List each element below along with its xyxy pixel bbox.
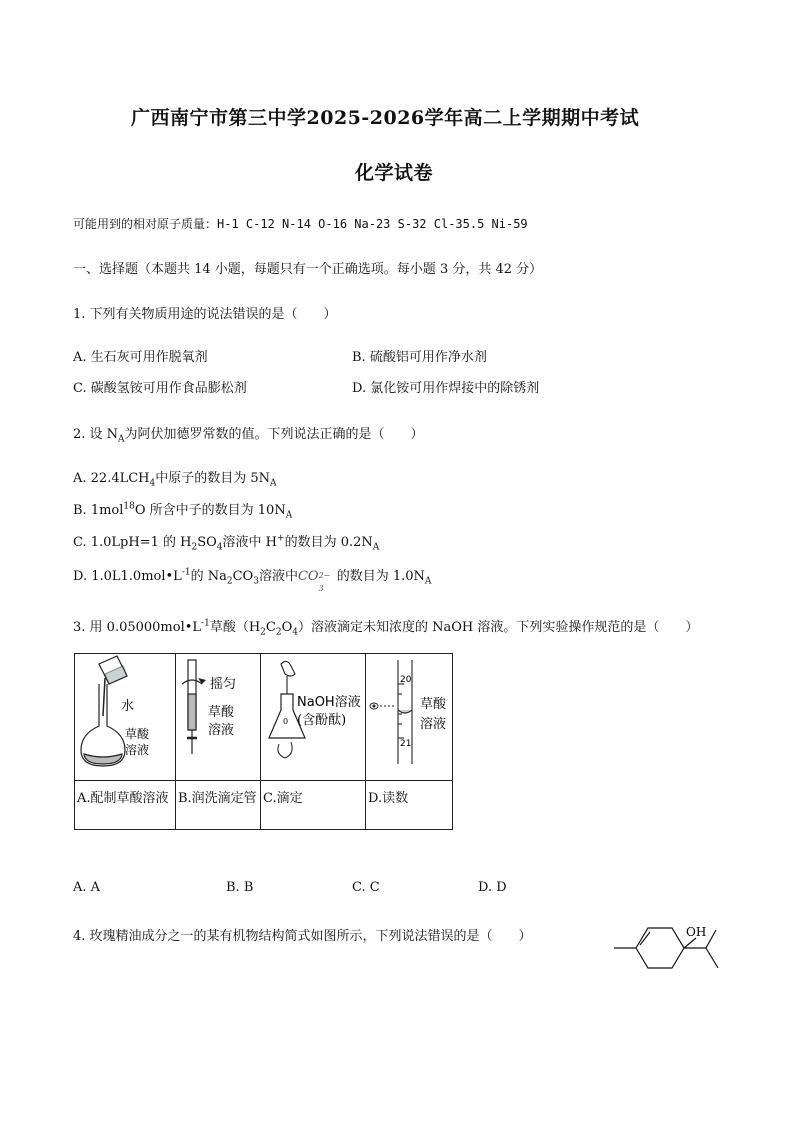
terpineol-structure (610, 918, 730, 978)
burette-rinse-diagram (176, 654, 260, 780)
hand-icon (281, 661, 295, 694)
label-naoh: NaOH溶液 (297, 695, 361, 710)
label-water: 水 (121, 699, 135, 714)
q2-option-c: C. 1.0LpH=1 的 $H_2SO_4$溶液中 H+的数目为 $0.2N_A$ (73, 533, 380, 553)
caption-d: D.读数 (366, 781, 453, 830)
exam-subtitle: 化学试卷 (355, 162, 434, 184)
caption-c: C.滴定 (261, 781, 366, 830)
atomic-masses: 可能用到的相对原子质量：H-1 C-12 N-14 O-16 Na-23 S-32 Cl-35.5 Ni-59 (73, 217, 528, 231)
q2-option-d: D. $1.0L1.0mol•L^{-1}$的 $Na_2CO_3$溶液中CO 2− 3 的数目为 $1.0N_A$ (73, 567, 432, 593)
tick-21: 21 (400, 739, 412, 749)
eye-icon (370, 703, 378, 709)
label-oxalic-d2: 溶液 (420, 717, 447, 732)
caption-a: A.配制草酸溶液 (75, 781, 176, 830)
volumetric-flask-icon (81, 684, 125, 766)
question-1-stem: 1. 下列有关物质用途的说法错误的是（ ） (73, 307, 337, 322)
titration-diagram (261, 654, 365, 780)
exam-title: 广西南宁市第三中学2025-2026学年高二上学期期中考试 (131, 107, 640, 129)
beaker-icon (99, 656, 127, 684)
label-oxalic-a1: 草酸 (125, 727, 150, 741)
label-oxalic-d1: 草酸 (420, 697, 447, 712)
q2-option-a: A. $22.4LCH_4$中原子的数目为 $5N_A$ (73, 471, 277, 489)
panel-a-image (75, 654, 176, 781)
burette-icon (187, 660, 197, 754)
q2-option-b: B. 1mol$^{18}$O 所含中子的数目为 $10N_A$ (73, 501, 293, 521)
oh-label: OH (686, 925, 707, 939)
q3-option-a: A. A (73, 880, 101, 895)
panel-d-image (366, 654, 453, 781)
q1-option-c: C. 碳酸氢铵可用作食品膨松剂 (73, 381, 247, 396)
q3-option-b: B. B (226, 880, 254, 895)
question-2-stem: 2. 设 $N_A$为阿伏加德罗常数的值。下列说法正确的是（ ） (73, 427, 424, 445)
label-oxalic-b1: 草酸 (208, 705, 235, 720)
question-4-stem: 4. 玫瑰精油成分之一的某有机物结构简式如图所示，下列说法错误的是（ ） (73, 929, 532, 944)
question-3-stem: 3. 用 $0.05000mol•L^{-1}$草酸$(H_2C_2O_4)$溶液滴定未知浓度的 NaOH 溶液。下列实验操作规范的是（ ） (73, 618, 699, 638)
q1-option-d: D. 氯化铵可用作焊接中的除锈剂 (352, 381, 540, 396)
label-phenolphthalein: (含酚酞) (297, 713, 347, 728)
tick-20: 20 (400, 675, 412, 685)
carbonate-ion: CO 2− 3 (297, 569, 331, 593)
panel-c-image (261, 654, 366, 781)
panel-b-image (176, 654, 261, 781)
flask-mark: 0 (283, 717, 289, 726)
volumetric-flask-diagram (75, 654, 175, 780)
q1-option-a: A. 生石灰可用作脱氧剂 (73, 350, 208, 365)
q1-option-b: B. 硫酸铝可用作净水剂 (352, 350, 487, 365)
burette-reading-diagram (366, 654, 452, 780)
section-heading: 一、选择题（本题共 14 小题，每题只有一个正确选项。每小题 3 分，共 42 分） (73, 262, 543, 277)
q3-option-c: C. C (352, 880, 380, 895)
label-shake: 摇匀 (210, 677, 237, 692)
rotation-arrow-icon (182, 680, 202, 684)
label-oxalic-b2: 溶液 (208, 723, 235, 738)
experiment-table (74, 653, 453, 830)
label-oxalic-a2: 溶液 (125, 743, 150, 757)
caption-b: B.润洗滴定管 (176, 781, 261, 830)
q3-option-d: D. D (478, 880, 507, 895)
